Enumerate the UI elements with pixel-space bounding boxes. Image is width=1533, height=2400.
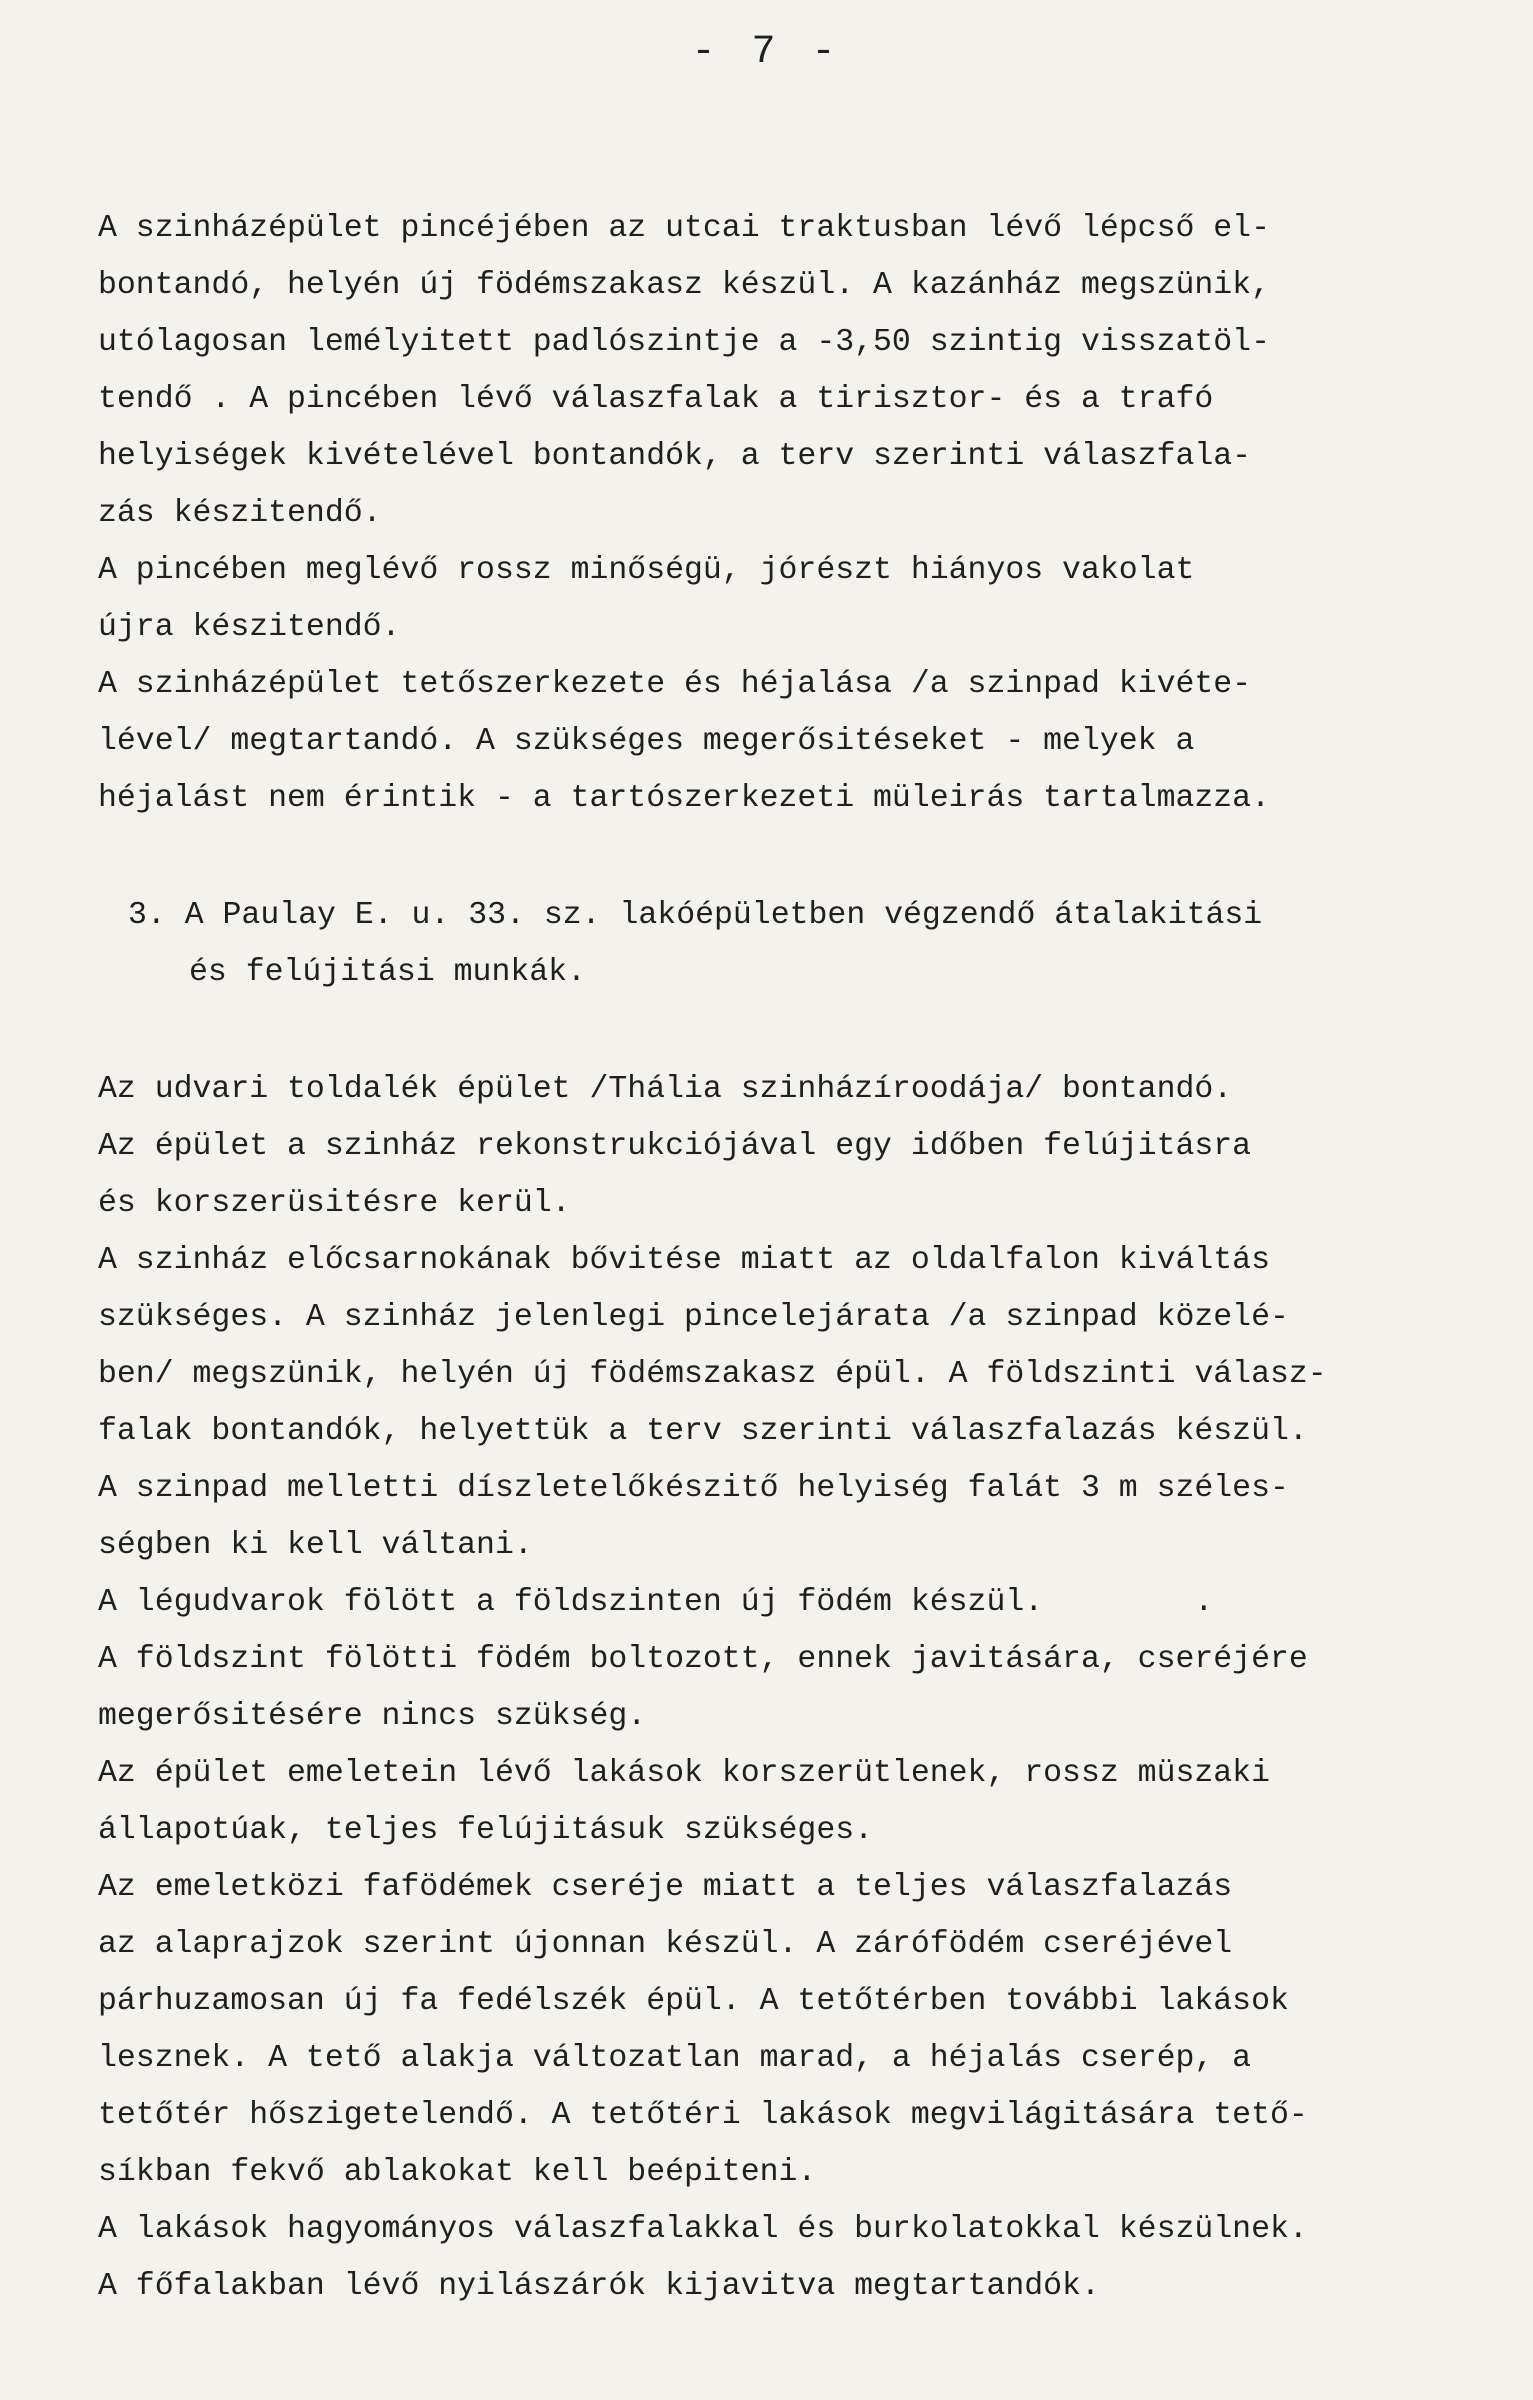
text-line: A szinházépület pincéjében az utcai traktusban lévő lépcső el- — [98, 211, 1270, 246]
text-line: A lakások hagyományos válaszfalakkal és burkolatokkal készülnek. — [98, 2212, 1308, 2247]
paragraph-lakoepulet — [98, 1061, 1478, 2315]
section-3-heading — [98, 887, 1478, 1001]
text-line: Az emeletközi fafödémek cseréje miatt a teljes válaszfalazás — [98, 1870, 1233, 1905]
text-line: Az udvari toldalék épület /Thália szinházíroodája/ bontandó. — [98, 1072, 1233, 1107]
text-line: A pincében meglévő rossz minőségü, jórészt hiányos vakolat — [98, 553, 1195, 588]
text-line: A légudvarok fölött a földszinten új födém készül. . — [98, 1585, 1214, 1620]
text-line: megerősitésére nincs szükség. — [98, 1699, 647, 1734]
text-line: síkban fekvő ablakokat kell beépiteni. — [98, 2155, 817, 2190]
text-line: tendő . A pincében lévő válaszfalak a tirisztor- és a trafó — [98, 382, 1214, 417]
text-line: állapotúak, teljes felújitásuk szükséges. — [98, 1813, 874, 1848]
text-line: falak bontandók, helyettük a terv szerinti válaszfalazás készül. — [98, 1414, 1308, 1449]
text-line: héjalást nem érintik - a tartószerkezeti müleirás tartalmazza. — [98, 781, 1270, 816]
section-heading-line: 3. A Paulay E. u. 33. sz. lakóépületben végzendő átalakitási — [128, 898, 1263, 933]
text-line: Az épület emeletein lévő lakások korszerütlenek, rossz müszaki — [98, 1756, 1270, 1791]
text-line: szükséges. A szinház jelenlegi pincelejárata /a szinpad közelé- — [98, 1300, 1289, 1335]
text-line: párhuzamosan új fa fedélszék épül. A tetőtérben további lakások — [98, 1984, 1289, 2019]
text-line: utólagosan lemélyitett padlószintje a -3,50 szintig visszatöl- — [98, 325, 1270, 360]
text-line: A szinházépület tetőszerkezete és héjalása /a szinpad kivéte- — [98, 667, 1252, 702]
text-line: zás készitendő. — [98, 496, 382, 531]
text-line: az alaprajzok szerint újonnan készül. A zárófödém cseréjével — [98, 1927, 1233, 1962]
text-line: A főfalakban lévő nyilászárók kijavitva megtartandók. — [98, 2269, 1100, 2304]
spacer — [98, 827, 1478, 887]
section-heading-line: és felújitási munkák. — [189, 955, 586, 990]
text-line: A földszint fölötti födém boltozott, ennek javitására, cseréjére — [98, 1642, 1308, 1677]
text-line: lével/ megtartandó. A szükséges megerősitéseket - melyek a — [98, 724, 1195, 759]
page-number: - 7 - — [691, 30, 842, 75]
text-line: bontandó, helyén új födémszakasz készül. A kazánház megszünik, — [98, 268, 1270, 303]
text-line: Az épület a szinház rekonstrukciójával egy időben felújitásra — [98, 1129, 1252, 1164]
text-line: A szinpad melletti díszletelőkészitő helyiség falát 3 m széles- — [98, 1471, 1289, 1506]
text-line: A szinház előcsarnokának bővitése miatt az oldalfalon kiváltás — [98, 1243, 1270, 1278]
text-line: ben/ megszünik, helyén új födémszakasz épül. A földszinti válasz- — [98, 1357, 1327, 1392]
body-text — [98, 200, 1478, 2315]
text-line: ségben ki kell váltani. — [98, 1528, 533, 1563]
paragraph-pince-teto — [98, 200, 1478, 827]
text-line: tetőtér hőszigetelendő. A tetőtéri lakások megvilágitására tető- — [98, 2098, 1308, 2133]
text-line: és korszerüsitésre kerül. — [98, 1186, 571, 1221]
text-line: helyiségek kivételével bontandók, a terv szerinti válaszfala- — [98, 439, 1252, 474]
spacer — [98, 1001, 1478, 1061]
text-line: újra készitendő. — [98, 610, 401, 645]
text-line: lesznek. A tető alakja változatlan marad, a héjalás cserép, a — [98, 2041, 1252, 2076]
